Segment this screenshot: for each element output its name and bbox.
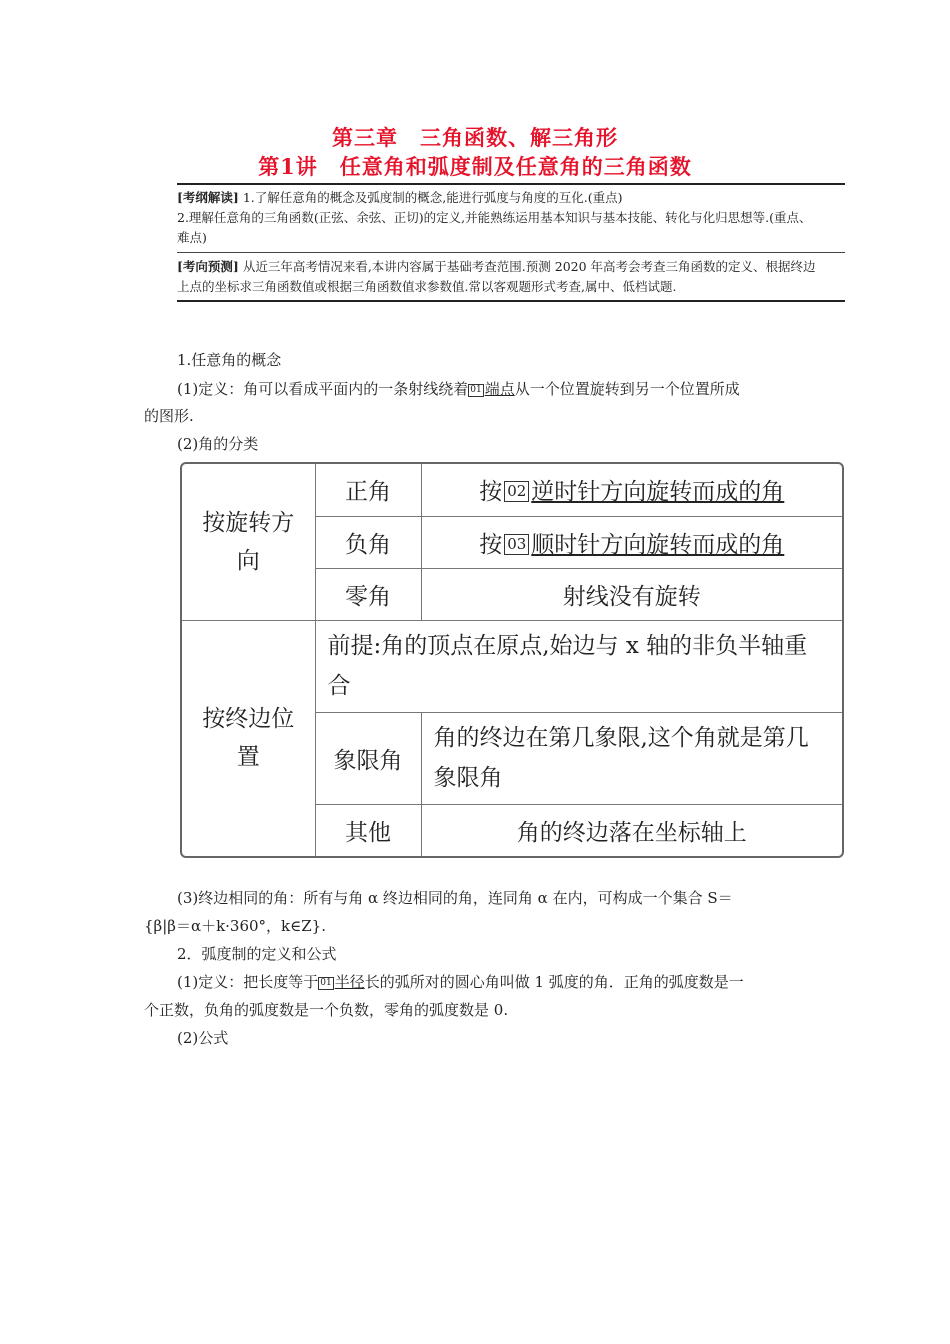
forecast-line-1: [考向预测] 从近三年高考情况来看,本讲内容属于基础考查范围.预测 2020 年高考会考查三角函数的定义、根据终边	[177, 259, 816, 274]
cell-premise: 前提:角的顶点在原点,始边与 x 轴的非负半轴重合	[315, 620, 842, 712]
section2-heading: 2．弧度制的定义和公式	[177, 945, 337, 963]
section2-definition: (1)定义：把长度等于 01 半径长的弧所对的圆心角叫做 1 弧度的角．正角的弧度数是一	[177, 973, 744, 991]
section1-definition-cont: 的图形.	[144, 407, 194, 425]
table-row	[182, 464, 842, 516]
cell-negative-angle: 负角	[315, 516, 421, 568]
section1-heading: 1.任意角的概念	[177, 351, 282, 369]
syllabus-block	[177, 188, 845, 248]
chapter-title: 第三章 三角函数、解三角形	[332, 125, 618, 150]
coterminal-line-1: (3)终边相同的角：所有与角 α 终边相同的角，连同角 α 在内，可构成一个集合 S＝	[177, 889, 733, 907]
answer-blank-radius: 半径	[334, 973, 365, 991]
cell-zero-desc: 射线没有旋转	[421, 568, 842, 620]
blank-number-01: 01	[320, 978, 332, 988]
section1-definition: (1)定义：角可以看成平面内的一条射线绕着 01 端点从一个位置旋转到另一个位置所成	[177, 380, 740, 398]
forecast-tag: [考向预测]	[177, 259, 239, 274]
cell-other-angle: 其他	[315, 804, 421, 856]
syllabus-line-3: 难点)	[177, 230, 207, 245]
syllabus-top-rule	[177, 183, 845, 185]
cell-quadrant-angle: 象限角	[315, 712, 421, 804]
section2-definition-cont: 个正数，负角的弧度数是一个负数，零角的弧度数是 0.	[144, 1001, 509, 1019]
lesson-title: 第1讲 任意角和弧度制及任意角的三角函数	[258, 154, 692, 179]
forecast-block	[177, 257, 845, 297]
cell-positive-angle: 正角	[315, 464, 421, 516]
section2-formula-heading: (2)公式	[177, 1029, 229, 1047]
syllabus-tag: [考纲解读]	[177, 190, 239, 205]
cell-positive-desc: 按 02 逆时针方向旋转而成的角	[421, 464, 842, 516]
syllabus-divider	[177, 252, 845, 253]
forecast-line-2: 上点的坐标求三角函数值或根据三角函数值求参数值.常以客观题形式考查,属中、低档试题.	[177, 279, 677, 294]
blank-number-03: 03	[504, 534, 529, 555]
blank-number-01: 01	[470, 385, 482, 395]
cell-other-desc: 角的终边落在坐标轴上	[421, 804, 842, 856]
section1-classify-heading: (2)角的分类	[177, 435, 259, 453]
table-row	[182, 620, 842, 712]
forecast-bottom-rule	[177, 300, 845, 302]
angle-classification-table	[180, 462, 844, 858]
coterminal-set: {β|β＝α＋k·360°，k∈Z}.	[144, 917, 326, 935]
cell-zero-angle: 零角	[315, 568, 421, 620]
syllabus-line-1: [考纲解读] 1.了解任意角的概念及弧度制的概念,能进行弧度与角度的互化.(重点)	[177, 190, 623, 205]
group-rotation-direction: 按旋转方向	[182, 464, 315, 620]
group-terminal-side: 按终边位置	[182, 620, 315, 856]
cell-quadrant-desc: 角的终边在第几象限,这个角就是第几象限角	[421, 712, 842, 804]
answer-blank-endpoint: 端点	[484, 380, 515, 398]
blank-number-02: 02	[504, 481, 529, 502]
cell-negative-desc: 按 03 顺时针方向旋转而成的角	[421, 516, 842, 568]
syllabus-line-2: 2.理解任意角的三角函数(正弦、余弦、正切)的定义,并能熟练运用基本知识与基本技能、转化与化归思想等.(重点、	[177, 210, 812, 225]
